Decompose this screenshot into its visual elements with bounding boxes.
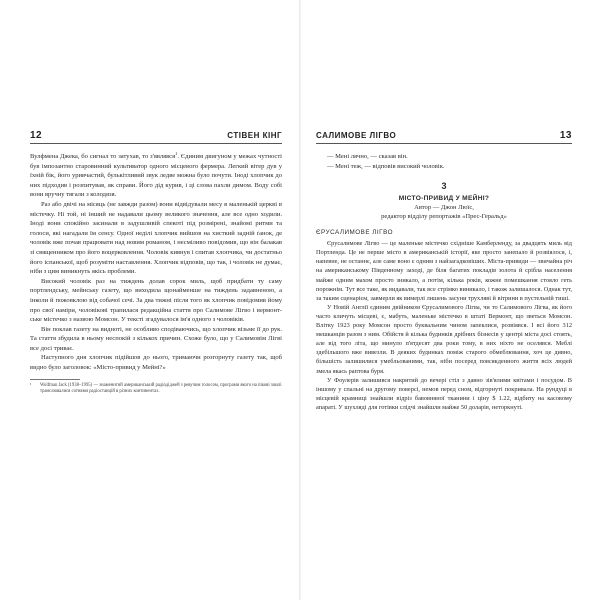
left-paragraph: Вулфмена Джека, бо сигнал то затухав, то з'являвся$^1$. Єдиним двигуном у межах чутності був імпозантно старовинний культиватор одного місцевого фермера. Легкий вітер дув у їхній бік, його уривчастий, булькітливий звук ледве можна було почути. Іноді хлопчик до них підходив і розпитував, як справи. Його дід курив, і ці слова пахли димом. Воду собі вони вручну тягали з колодязя. xyxy=(30,150,282,199)
left-page-number: 12 xyxy=(30,130,43,141)
article-paragraph: У Фоулерів залишився накритий до вечері стіл з давно зів'ялими квітами і посудом. В іншому у спальні на другому поверсі, немов перед сном, відгорнуті покривала. На рундуці в місцевій крамниці знайшли відріз бавовняної тканини і ціну $ 1.22, відбиту на касовому апараті. У шухляді для готівки слідчі знайшли майже 50 доларів, неторкнуті. xyxy=(316,376,572,411)
article-byline-role: редактор відділу репортажів «Прес-Геральд» xyxy=(381,212,507,220)
article-title: МІСТО-ПРИВИД У МЕЙНІ? xyxy=(398,195,490,203)
left-running-head-title: СТІВЕН КІНГ xyxy=(227,131,282,140)
article-body-text xyxy=(316,239,572,412)
left-paragraph: Наступного дня хлопчик підійшов до нього, тримаючи розгорнуту газету так, щоб видно було заголовок: «Місто-привид у Мейні?» xyxy=(30,354,282,372)
right-running-head xyxy=(316,130,572,144)
left-paragraph: Він поклав газету на видноті, не особливо сподіваючись, що хлопчик візьме її до рук. Та стаття збудила в ньому неспокій з кількох причин. Схоже було, що у Салимовім Лігві все досі триває. xyxy=(30,325,282,352)
footnote-text: Wolfman Jack (1938–1995) — знаменитий американський радіодіджей з ревучим голосом, програми якого на пікові хвилі транслювалися сотнями радіостанцій в різних континентах. xyxy=(40,382,282,394)
footnote xyxy=(30,383,282,395)
book-gutter xyxy=(299,0,301,600)
left-running-head xyxy=(30,130,282,144)
article-byline: Автор — Джон Люїс, xyxy=(414,204,474,212)
dialog-line: — Мені лячно, — сказав він. xyxy=(327,153,408,160)
article-paragraph: Єрусалимове Лігво — це маленьке містечко східніше Камберленду, за двадцять миль від Портленда. Це не перше місто в американській історії, яке просто занепало й розвіялося, і, напевне, не останнє, але саме воно є одним з найзагадковіших. Міста-привиди — звичайна річ на американському Південному заході, де біля багатих покладів золота й срібла населення майже одним махом просто зникало, а потім, кілька років, кожне помешкання стояло геть порожнім. Тут все таке, як видавали, так все стрімко виникало, і також залишалося. Однак тут, за таким сценарієм, завмерли як вимерлі лишень засуни трухляві й вітрини в пустельній тиші. xyxy=(316,240,572,302)
dialog-line: — Мені теж, — відповів високий чоловік. xyxy=(327,162,445,170)
right-page-number: 13 xyxy=(559,130,572,141)
right-running-head-title: САЛИМОВЕ ЛІГВО xyxy=(316,131,397,140)
dialog-lines xyxy=(316,152,572,171)
section-heading: ЄРУСАЛИМОВЕ ЛІГВО xyxy=(316,229,393,237)
footnote-ref: 1 xyxy=(175,150,178,156)
footnote-mark: ¹ xyxy=(30,382,32,388)
chapter-number: 3 xyxy=(441,181,447,192)
left-paragraph: Високий чоловік раз на тиждень долав сорок миль, щоб придбати ту саму портлендську, мейнську газету, що виходила щонайменше на тиждень задавненою, а інколи й пожовклою від собачої сечі. За два тижні після того як хлопчик повідомив йому про свої наміри, чоловікові трапилася редакційна стаття про Салимове Лігво і вермонтське містечко з назвою Момсон. У тексті згадувалося ім'я одного з чоловіків. xyxy=(30,277,282,324)
footnote-rule xyxy=(30,379,80,380)
left-paragraph: Раз або двічі на місяць (не завжди разом) вони відвідували месу в маленькій церкві в містечку. Ні той, ні інший не надавали цьому великого значення, але все одно ходили. Іноді вони спокійно засинали в задушливій спекоті під розмірені, знайомі ритми та голоси, які нагадали їм сенсу. Одної неділі хлопчик вийшов на хисткий задній ґанок, де чоловік вже почав працювати над новим романом, і несміливо повідомив, що він балакав зі священником про його воцерковлення. Чоловік кивнув і спитав хлопчика, чи достатньо його іспанської, щоб розуміти наставлення. Хлопчик відповів, що так, і чоловік не думає, ніби з цим виникнуть якісь проблеми. xyxy=(30,200,282,276)
left-body-text xyxy=(30,152,282,373)
right-page xyxy=(316,130,572,412)
left-page xyxy=(30,130,282,395)
article-paragraph: У Новій Англії єдиним двійником Єрусалимового Лігва, чи то Салимового Лігва, як його часто кличуть місцеві, є, мабуть, маленьке містечко в штаті Вермонт, що зветься Момсон. Влітку 1923 року Момсон просто буквальним чином запеклися, розвіявся. І всі його 312 мешканців разом з ним. Обійстя й кілька будинків дрібних бізнесів у центрі міста досі стоять, але від того літа, що минуло п'ятдесят два роки тому, в них ніхто не оселявся. Меблі здебільшого вже вивезли. В деяких будинках поміж старого обмеблювання, хоч це дивно, більшість залишилися умебльованими, так, ніби посеред повсякденного життя всіх людей змела якась раптова буря. xyxy=(316,303,572,375)
